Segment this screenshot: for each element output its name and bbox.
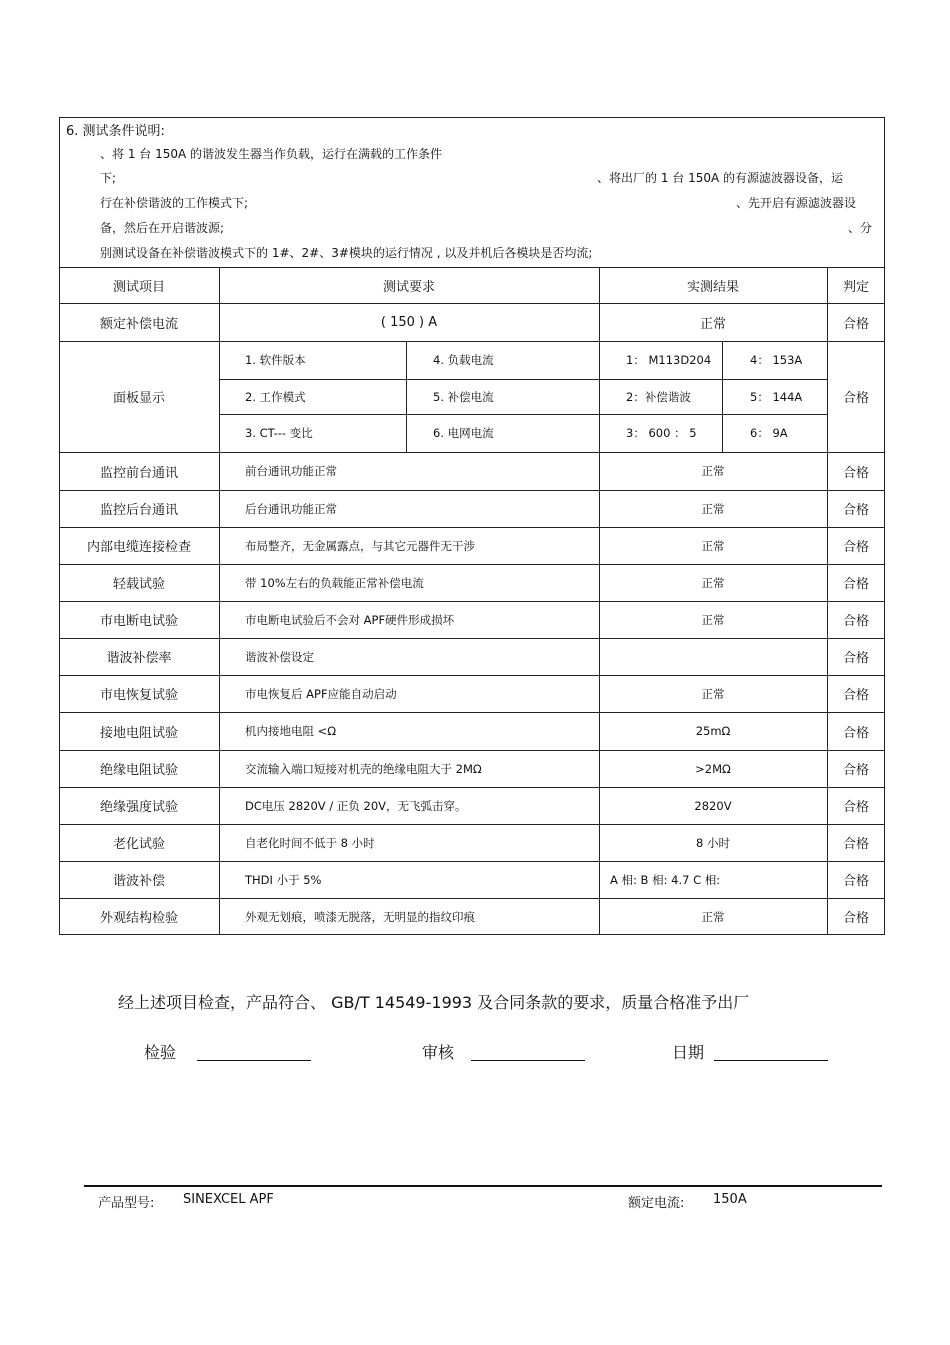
row-item: 绝缘电阻试验 xyxy=(99,763,178,778)
review-signature-line[interactable] xyxy=(471,1060,585,1061)
row-item: 市电断电试验 xyxy=(99,614,178,629)
row-item: 轻载试验 xyxy=(112,577,165,592)
panel-result-4: 4： 153A xyxy=(750,353,803,367)
row-item: 内部电缆连接检查 xyxy=(86,540,191,555)
panel-req-1: 1. 软件版本 xyxy=(245,353,306,367)
condition-line-8: 别测试设备在补偿谐波模式下的 1#、2#、3#模块的运行情况 , 以及并机后各模块是否均流; xyxy=(100,246,593,260)
header-verdict: 判定 xyxy=(842,279,869,295)
conclusion-statement: 经上述项目检查，产品符合、 GB/T 14549-1993 及合同条款的要求，质量合格准予出厂 xyxy=(118,993,750,1012)
product-model-value: SINEXCEL APF xyxy=(183,1192,274,1207)
row-verdict: 合格 xyxy=(842,763,869,778)
row-verdict: 合格 xyxy=(842,911,869,926)
row-verdict: 合格 xyxy=(842,874,869,889)
row-item: 谐波补偿率 xyxy=(106,651,172,666)
row-result: A 相: B 相: 4.7 C 相: xyxy=(610,872,721,887)
row-requirement: THDI 小于 5% xyxy=(245,872,322,887)
row-verdict: 合格 xyxy=(842,465,869,481)
row-item: 绝缘强度试验 xyxy=(99,800,178,815)
date-signature-line[interactable] xyxy=(714,1060,828,1061)
row-result: 25mΩ xyxy=(695,724,731,738)
conditions-title: 6. 测试条件说明: xyxy=(66,124,165,139)
row-item: 监控前台通讯 xyxy=(99,465,178,481)
row-result: 正常 xyxy=(701,538,725,553)
panel-result-6: 6： 9A xyxy=(750,426,788,440)
inspect-label: 检验 xyxy=(144,1043,177,1062)
row-item: 市电恢复试验 xyxy=(99,688,178,703)
row-result: 正常 xyxy=(701,501,725,516)
condition-line-6: 备，然后在开启谐波源; xyxy=(100,221,225,235)
row-verdict: 合格 xyxy=(842,688,869,703)
header-test-item: 测试项目 xyxy=(112,279,165,295)
rated-current-value: 150A xyxy=(713,1192,747,1207)
row-result xyxy=(599,638,827,675)
row-item: 老化试验 xyxy=(112,837,165,852)
date-label: 日期 xyxy=(672,1043,705,1062)
rated-current-requirement: ( 150 ) A xyxy=(380,314,438,330)
panel-req-4: 4. 负载电流 xyxy=(433,353,494,367)
row-requirement: 自老化时间不低于 8 小时 xyxy=(245,835,375,850)
header-measured-result: 实测结果 xyxy=(686,279,739,295)
row-requirement: 布局整齐，无金属露点，与其它元器件无干涉 xyxy=(245,538,475,553)
row-item: 接地电阻试验 xyxy=(99,725,178,741)
panel-display-verdict: 合格 xyxy=(842,391,869,406)
row-result: 正常 xyxy=(701,909,725,924)
row-result: 8 小时 xyxy=(696,835,730,850)
row-result: 正常 xyxy=(701,612,725,627)
rated-current-label: 额定电流: xyxy=(628,1196,685,1211)
header-test-requirement: 测试要求 xyxy=(382,279,435,295)
panel-result-2: 2：补偿谐波 xyxy=(626,389,691,404)
row-verdict: 合格 xyxy=(842,837,869,852)
row-result: 正常 xyxy=(701,575,725,590)
product-model-label: 产品型号: xyxy=(98,1196,155,1211)
rated-current-item: 额定补偿电流 xyxy=(99,316,178,332)
condition-line-1: 、将 1 台 150A 的谐波发生器当作负载，运行在满载的工作条件 xyxy=(100,147,443,161)
row-requirement: 后台通讯功能正常 xyxy=(245,501,337,516)
row-requirement: 谐波补偿设定 xyxy=(245,649,314,664)
condition-line-3: 、将出厂的 1 台 150A 的有源滤波器设备，运 xyxy=(597,171,844,185)
condition-line-2: 下; xyxy=(100,171,117,185)
panel-display-item: 面板显示 xyxy=(112,391,165,406)
condition-line-4: 行在补偿谐波的工作模式下; xyxy=(100,196,249,210)
row-result: 2820V xyxy=(694,798,732,813)
row-item: 外观结构检验 xyxy=(99,911,178,926)
row-verdict: 合格 xyxy=(842,614,869,629)
rated-current-result: 正常 xyxy=(699,316,726,332)
rated-current-verdict: 合格 xyxy=(842,316,869,332)
row-requirement: 外观无划痕，喷漆无脱落，无明显的指纹印痕 xyxy=(245,909,475,924)
panel-req-3: 3. CT--- 变比 xyxy=(245,426,313,440)
row-requirement: 机内接地电阻 <Ω xyxy=(245,724,337,738)
row-item: 谐波补偿 xyxy=(112,874,165,889)
row-item: 监控后台通讯 xyxy=(99,503,178,518)
row-verdict: 合格 xyxy=(842,651,869,666)
row-requirement: DC电压 2820V / 正负 20V，无飞弧击穿。 xyxy=(245,798,467,813)
footer-rule xyxy=(84,1185,882,1187)
row-requirement: 交流输入端口短接对机壳的绝缘电阻大于 2MΩ xyxy=(245,761,482,776)
condition-line-7: 、分 xyxy=(848,221,873,235)
row-verdict: 合格 xyxy=(842,800,869,815)
row-verdict: 合格 xyxy=(842,725,869,741)
panel-req-6: 6. 电网电流 xyxy=(433,426,494,440)
row-verdict: 合格 xyxy=(842,540,869,555)
row-verdict: 合格 xyxy=(842,503,869,518)
row-requirement: 前台通讯功能正常 xyxy=(245,464,337,478)
inspect-signature-line[interactable] xyxy=(197,1060,311,1061)
row-result: 正常 xyxy=(701,464,725,478)
panel-result-3: 3： 600 ： 5 xyxy=(626,426,697,440)
panel-result-1: 1： M113D204 xyxy=(626,353,712,367)
row-result: >2MΩ xyxy=(695,761,731,776)
panel-req-2: 2. 工作模式 xyxy=(245,389,306,404)
review-label: 审核 xyxy=(422,1043,455,1062)
row-result: 正常 xyxy=(701,686,725,701)
condition-line-5: 、先开启有源滤波器设 xyxy=(736,196,857,210)
panel-result-5: 5： 144A xyxy=(750,389,803,404)
panel-req-5: 5. 补偿电流 xyxy=(433,389,494,404)
row-verdict: 合格 xyxy=(842,577,869,592)
row-requirement: 带 10%左右的负载能正常补偿电流 xyxy=(245,575,424,590)
row-requirement: 市电恢复后 APF应能自动启动 xyxy=(245,686,397,701)
row-requirement: 市电断电试验后不会对 APF硬件形成损坏 xyxy=(245,612,455,627)
